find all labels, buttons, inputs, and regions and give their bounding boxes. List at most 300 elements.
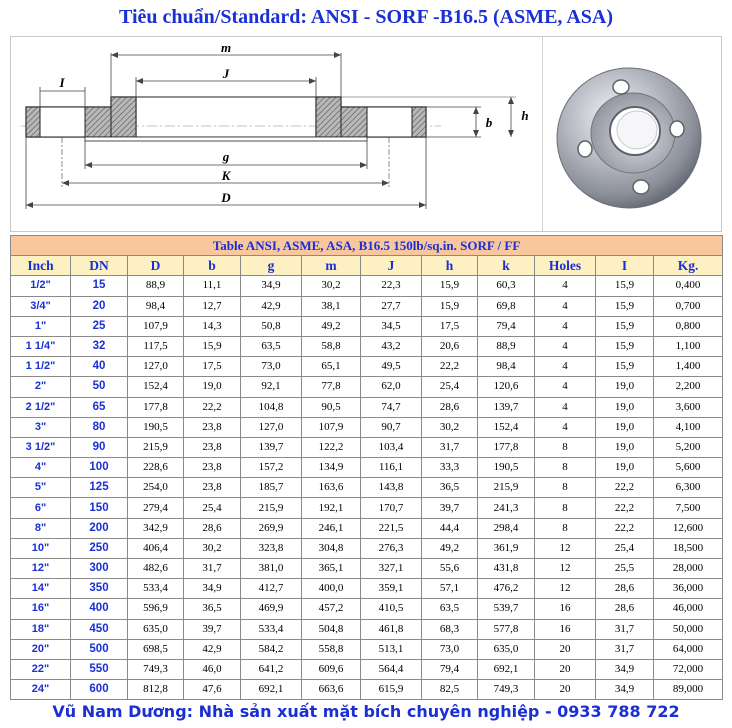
cell-dn: 300 bbox=[71, 559, 128, 579]
table-cell: 641,2 bbox=[241, 659, 302, 679]
table-cell: 31,7 bbox=[184, 559, 241, 579]
table-cell: 17,5 bbox=[184, 357, 241, 377]
table-cell: 34,9 bbox=[241, 276, 302, 296]
table-cell: 117,5 bbox=[128, 336, 184, 356]
table-cell: 298,4 bbox=[478, 518, 535, 538]
table-cell: 4 bbox=[535, 316, 596, 336]
table-cell: 276,3 bbox=[361, 538, 422, 558]
table-row bbox=[11, 336, 723, 356]
cell-inch: 3 1/2" bbox=[11, 437, 71, 457]
table-row bbox=[11, 538, 723, 558]
column-header: h bbox=[422, 256, 478, 276]
table-row bbox=[11, 680, 723, 700]
table-row bbox=[11, 276, 723, 296]
table-cell: 16 bbox=[535, 599, 596, 619]
table-cell: 457,2 bbox=[302, 599, 361, 619]
table-cell: 190,5 bbox=[128, 417, 184, 437]
table-caption: Table ANSI, ASME, ASA, B16.5 150lb/sq.in. SORF / FF bbox=[11, 236, 723, 256]
cell-dn: 90 bbox=[71, 437, 128, 457]
table-cell: 749,3 bbox=[478, 680, 535, 700]
cell-inch: 4" bbox=[11, 458, 71, 478]
table-cell: 107,9 bbox=[302, 417, 361, 437]
table-cell: 73,0 bbox=[241, 357, 302, 377]
table-cell: 635,0 bbox=[128, 619, 184, 639]
table-cell: 12 bbox=[535, 538, 596, 558]
table-cell: 60,3 bbox=[478, 276, 535, 296]
table-cell: 359,1 bbox=[361, 579, 422, 599]
table-cell: 43,2 bbox=[361, 336, 422, 356]
table-cell: 103,4 bbox=[361, 437, 422, 457]
label-b: b bbox=[485, 115, 493, 130]
cell-inch: 1" bbox=[11, 316, 71, 336]
dim-I bbox=[40, 75, 85, 107]
flange-body-left bbox=[26, 97, 136, 137]
cell-dn: 125 bbox=[71, 478, 128, 498]
table-cell: 30,2 bbox=[184, 538, 241, 558]
table-cell: 533,4 bbox=[241, 619, 302, 639]
table-cell: 22,2 bbox=[596, 498, 654, 518]
table-cell: 12 bbox=[535, 559, 596, 579]
column-header: Holes bbox=[535, 256, 596, 276]
table-cell: 361,9 bbox=[478, 538, 535, 558]
table-row bbox=[11, 599, 723, 619]
table-cell: 28,6 bbox=[596, 599, 654, 619]
table-cell: 46,000 bbox=[654, 599, 723, 619]
table-cell: 692,1 bbox=[478, 659, 535, 679]
table-cell: 19,0 bbox=[596, 377, 654, 397]
figure-panel bbox=[10, 36, 722, 232]
table-cell: 74,7 bbox=[361, 397, 422, 417]
table-cell: 163,6 bbox=[302, 478, 361, 498]
table-cell: 42,9 bbox=[241, 296, 302, 316]
table-cell: 134,9 bbox=[302, 458, 361, 478]
table-cell: 4 bbox=[535, 417, 596, 437]
table-cell: 33,3 bbox=[422, 458, 478, 478]
table-cell: 39,7 bbox=[184, 619, 241, 639]
dim-g bbox=[85, 141, 367, 169]
table-cell: 279,4 bbox=[128, 498, 184, 518]
table-cell: 8 bbox=[535, 437, 596, 457]
table-cell: 73,0 bbox=[422, 639, 478, 659]
table-cell: 82,5 bbox=[422, 680, 478, 700]
table-cell: 77,8 bbox=[302, 377, 361, 397]
table-cell: 476,2 bbox=[478, 579, 535, 599]
table-cell: 23,8 bbox=[184, 478, 241, 498]
table-cell: 513,1 bbox=[361, 639, 422, 659]
table-cell: 4 bbox=[535, 296, 596, 316]
table-cell: 170,7 bbox=[361, 498, 422, 518]
label-m: m bbox=[220, 40, 232, 55]
column-header: Inch bbox=[11, 256, 71, 276]
table-row bbox=[11, 619, 723, 639]
table-cell: 79,4 bbox=[478, 316, 535, 336]
table-cell: 596,9 bbox=[128, 599, 184, 619]
table-cell: 16 bbox=[535, 619, 596, 639]
footer-contact: Vũ Nam Dương: Nhà sản xuất mặt bích chuyên nghiệp - 0933 788 722 bbox=[52, 702, 680, 721]
cell-inch: 18" bbox=[11, 619, 71, 639]
cell-inch: 2" bbox=[11, 377, 71, 397]
table-cell: 157,2 bbox=[241, 458, 302, 478]
cell-inch: 24" bbox=[11, 680, 71, 700]
table-cell: 8 bbox=[535, 518, 596, 538]
column-header: k bbox=[478, 256, 535, 276]
table-cell: 42,9 bbox=[184, 639, 241, 659]
table-cell: 107,9 bbox=[128, 316, 184, 336]
table-cell: 55,6 bbox=[422, 559, 478, 579]
cell-dn: 400 bbox=[71, 599, 128, 619]
table-cell: 241,3 bbox=[478, 498, 535, 518]
table-cell: 92,1 bbox=[241, 377, 302, 397]
table-cell: 3,600 bbox=[654, 397, 723, 417]
label-K: K bbox=[221, 168, 231, 183]
cell-inch: 5" bbox=[11, 478, 71, 498]
cell-inch: 8" bbox=[11, 518, 71, 538]
table-cell: 49,2 bbox=[302, 316, 361, 336]
label-I: I bbox=[59, 75, 65, 90]
table-cell: 323,8 bbox=[241, 538, 302, 558]
table-cell: 34,9 bbox=[184, 579, 241, 599]
table-cell: 17,5 bbox=[422, 316, 478, 336]
table-cell: 31,7 bbox=[422, 437, 478, 457]
table-cell: 431,8 bbox=[478, 559, 535, 579]
table-cell: 64,000 bbox=[654, 639, 723, 659]
table-cell: 0,800 bbox=[654, 316, 723, 336]
table-cell: 406,4 bbox=[128, 538, 184, 558]
table-cell: 19,0 bbox=[596, 417, 654, 437]
cell-dn: 32 bbox=[71, 336, 128, 356]
label-g: g bbox=[222, 149, 230, 164]
table-cell: 15,9 bbox=[422, 296, 478, 316]
table-cell: 22,2 bbox=[596, 518, 654, 538]
table-cell: 304,8 bbox=[302, 538, 361, 558]
table-cell: 19,0 bbox=[596, 437, 654, 457]
cell-dn: 100 bbox=[71, 458, 128, 478]
table-cell: 246,1 bbox=[302, 518, 361, 538]
table-cell: 49,5 bbox=[361, 357, 422, 377]
table-cell: 68,3 bbox=[422, 619, 478, 639]
table-cell: 22,3 bbox=[361, 276, 422, 296]
table-cell: 34,5 bbox=[361, 316, 422, 336]
table-cell: 30,2 bbox=[302, 276, 361, 296]
cell-inch: 10" bbox=[11, 538, 71, 558]
cell-dn: 40 bbox=[71, 357, 128, 377]
table-row bbox=[11, 559, 723, 579]
table-cell: 4 bbox=[535, 357, 596, 377]
table-cell: 36,5 bbox=[184, 599, 241, 619]
table-cell: 28,6 bbox=[184, 518, 241, 538]
table-cell: 482,6 bbox=[128, 559, 184, 579]
table-cell: 90,7 bbox=[361, 417, 422, 437]
table-cell: 5,600 bbox=[654, 458, 723, 478]
table-cell: 410,5 bbox=[361, 599, 422, 619]
column-header: D bbox=[128, 256, 184, 276]
table-cell: 663,6 bbox=[302, 680, 361, 700]
table-cell: 221,5 bbox=[361, 518, 422, 538]
table-cell: 4 bbox=[535, 397, 596, 417]
table-cell: 20,6 bbox=[422, 336, 478, 356]
table-cell: 558,8 bbox=[302, 639, 361, 659]
table-cell: 15,9 bbox=[596, 276, 654, 296]
cell-dn: 150 bbox=[71, 498, 128, 518]
table-row bbox=[11, 417, 723, 437]
table-cell: 46,0 bbox=[184, 659, 241, 679]
table-cell: 34,9 bbox=[596, 680, 654, 700]
table-row bbox=[11, 296, 723, 316]
table-cell: 749,3 bbox=[128, 659, 184, 679]
cell-dn: 350 bbox=[71, 579, 128, 599]
cell-dn: 500 bbox=[71, 639, 128, 659]
table-cell: 28,000 bbox=[654, 559, 723, 579]
table-cell: 215,9 bbox=[241, 498, 302, 518]
table-cell: 342,9 bbox=[128, 518, 184, 538]
flange-dimension-table bbox=[10, 235, 723, 700]
table-cell: 31,7 bbox=[596, 619, 654, 639]
table-cell: 98,4 bbox=[128, 296, 184, 316]
column-header: DN bbox=[71, 256, 128, 276]
table-cell: 57,1 bbox=[422, 579, 478, 599]
table-cell: 25,4 bbox=[422, 377, 478, 397]
table-cell: 15,9 bbox=[596, 357, 654, 377]
table-cell: 4 bbox=[535, 377, 596, 397]
table-cell: 177,8 bbox=[128, 397, 184, 417]
table-cell: 400,0 bbox=[302, 579, 361, 599]
table-cell: 22,2 bbox=[184, 397, 241, 417]
table-cell: 228,6 bbox=[128, 458, 184, 478]
table-cell: 15,9 bbox=[596, 296, 654, 316]
table-row bbox=[11, 518, 723, 538]
table-cell: 2,200 bbox=[654, 377, 723, 397]
table-row bbox=[11, 316, 723, 336]
cell-inch: 3/4" bbox=[11, 296, 71, 316]
table-cell: 692,1 bbox=[241, 680, 302, 700]
table-cell: 192,1 bbox=[302, 498, 361, 518]
table-cell: 28,6 bbox=[596, 579, 654, 599]
table-cell: 25,4 bbox=[596, 538, 654, 558]
table-cell: 1,100 bbox=[654, 336, 723, 356]
table-cell: 1,400 bbox=[654, 357, 723, 377]
table-cell: 31,7 bbox=[596, 639, 654, 659]
table-cell: 25,4 bbox=[184, 498, 241, 518]
table-cell: 127,0 bbox=[128, 357, 184, 377]
cell-dn: 200 bbox=[71, 518, 128, 538]
table-cell: 63,5 bbox=[422, 599, 478, 619]
table-cell: 461,8 bbox=[361, 619, 422, 639]
table-cell: 28,6 bbox=[422, 397, 478, 417]
column-header: b bbox=[184, 256, 241, 276]
table-cell: 122,2 bbox=[302, 437, 361, 457]
cell-inch: 6" bbox=[11, 498, 71, 518]
table-row bbox=[11, 437, 723, 457]
table-cell: 65,1 bbox=[302, 357, 361, 377]
table-cell: 143,8 bbox=[361, 478, 422, 498]
cell-inch: 3" bbox=[11, 417, 71, 437]
table-cell: 15,9 bbox=[596, 336, 654, 356]
table-cell: 19,0 bbox=[596, 458, 654, 478]
cell-dn: 80 bbox=[71, 417, 128, 437]
table-cell: 90,5 bbox=[302, 397, 361, 417]
table-cell: 20 bbox=[535, 680, 596, 700]
table-cell: 15,9 bbox=[184, 336, 241, 356]
table-cell: 469,9 bbox=[241, 599, 302, 619]
table-cell: 327,1 bbox=[361, 559, 422, 579]
table-cell: 269,9 bbox=[241, 518, 302, 538]
table-cell: 698,5 bbox=[128, 639, 184, 659]
table-cell: 5,200 bbox=[654, 437, 723, 457]
table-cell: 44,4 bbox=[422, 518, 478, 538]
table-cell: 62,0 bbox=[361, 377, 422, 397]
table-cell: 39,7 bbox=[422, 498, 478, 518]
flange-photo bbox=[543, 37, 721, 231]
cell-dn: 550 bbox=[71, 659, 128, 679]
table-row bbox=[11, 478, 723, 498]
table-cell: 18,500 bbox=[654, 538, 723, 558]
table-cell: 50,8 bbox=[241, 316, 302, 336]
cell-inch: 16" bbox=[11, 599, 71, 619]
table-cell: 152,4 bbox=[478, 417, 535, 437]
table-cell: 8 bbox=[535, 498, 596, 518]
table-cell: 381,0 bbox=[241, 559, 302, 579]
table-cell: 58,8 bbox=[302, 336, 361, 356]
table-cell: 152,4 bbox=[128, 377, 184, 397]
table-row bbox=[11, 458, 723, 478]
cell-inch: 14" bbox=[11, 579, 71, 599]
table-cell: 36,5 bbox=[422, 478, 478, 498]
table-cell: 504,8 bbox=[302, 619, 361, 639]
table-cell: 11,1 bbox=[184, 276, 241, 296]
table-cell: 20 bbox=[535, 659, 596, 679]
table-cell: 23,8 bbox=[184, 417, 241, 437]
table-cell: 812,8 bbox=[128, 680, 184, 700]
table-cell: 79,4 bbox=[422, 659, 478, 679]
table-cell: 185,7 bbox=[241, 478, 302, 498]
column-header: Kg. bbox=[654, 256, 723, 276]
table-cell: 88,9 bbox=[128, 276, 184, 296]
cell-dn: 25 bbox=[71, 316, 128, 336]
table-row bbox=[11, 639, 723, 659]
table-cell: 4,100 bbox=[654, 417, 723, 437]
label-D: D bbox=[221, 190, 231, 205]
flange-cross-section-drawing bbox=[11, 37, 541, 231]
table-body bbox=[11, 276, 723, 700]
table-cell: 22,2 bbox=[596, 478, 654, 498]
table-cell: 30,2 bbox=[422, 417, 478, 437]
table-cell: 88,9 bbox=[478, 336, 535, 356]
table-cell: 19,0 bbox=[184, 377, 241, 397]
flange-body-right bbox=[316, 97, 426, 137]
cell-dn: 20 bbox=[71, 296, 128, 316]
table-cell: 22,2 bbox=[422, 357, 478, 377]
cell-inch: 20" bbox=[11, 639, 71, 659]
table-cell: 50,000 bbox=[654, 619, 723, 639]
table-cell: 539,7 bbox=[478, 599, 535, 619]
table-row bbox=[11, 659, 723, 679]
table-cell: 23,8 bbox=[184, 458, 241, 478]
table-cell: 104,8 bbox=[241, 397, 302, 417]
cell-dn: 15 bbox=[71, 276, 128, 296]
cell-dn: 250 bbox=[71, 538, 128, 558]
table-cell: 14,3 bbox=[184, 316, 241, 336]
table-cell: 98,4 bbox=[478, 357, 535, 377]
table-cell: 116,1 bbox=[361, 458, 422, 478]
table-cell: 12 bbox=[535, 579, 596, 599]
table-cell: 215,9 bbox=[128, 437, 184, 457]
table-row bbox=[11, 377, 723, 397]
table-cell: 615,9 bbox=[361, 680, 422, 700]
page-title: Tiêu chuẩn/Standard: ANSI - SORF -B16.5 (ASME, ASA) bbox=[119, 6, 613, 28]
table-cell: 15,9 bbox=[422, 276, 478, 296]
table-cell: 177,8 bbox=[478, 437, 535, 457]
table-row bbox=[11, 397, 723, 417]
table-cell: 34,9 bbox=[596, 659, 654, 679]
table-cell: 584,2 bbox=[241, 639, 302, 659]
table-cell: 15,9 bbox=[596, 316, 654, 336]
table-cell: 139,7 bbox=[241, 437, 302, 457]
cell-inch: 1 1/4" bbox=[11, 336, 71, 356]
table-cell: 0,400 bbox=[654, 276, 723, 296]
label-h: h bbox=[521, 108, 529, 123]
table-cell: 120,6 bbox=[478, 377, 535, 397]
table-cell: 20 bbox=[535, 639, 596, 659]
cell-dn: 50 bbox=[71, 377, 128, 397]
dim-J bbox=[136, 66, 316, 97]
table-cell: 4 bbox=[535, 276, 596, 296]
table-cell: 25,5 bbox=[596, 559, 654, 579]
table-cell: 23,8 bbox=[184, 437, 241, 457]
table-cell: 12,7 bbox=[184, 296, 241, 316]
column-header: J bbox=[361, 256, 422, 276]
table-row bbox=[11, 498, 723, 518]
table-cell: 8 bbox=[535, 458, 596, 478]
table-cell: 36,000 bbox=[654, 579, 723, 599]
table-cell: 635,0 bbox=[478, 639, 535, 659]
table-cell: 609,6 bbox=[302, 659, 361, 679]
cell-inch: 2 1/2" bbox=[11, 397, 71, 417]
table-row bbox=[11, 579, 723, 599]
table-cell: 27,7 bbox=[361, 296, 422, 316]
table-cell: 0,700 bbox=[654, 296, 723, 316]
table-cell: 7,500 bbox=[654, 498, 723, 518]
table-cell: 190,5 bbox=[478, 458, 535, 478]
cell-inch: 12" bbox=[11, 559, 71, 579]
table-cell: 139,7 bbox=[478, 397, 535, 417]
table-cell: 19,0 bbox=[596, 397, 654, 417]
cell-inch: 1 1/2" bbox=[11, 357, 71, 377]
label-J: J bbox=[222, 66, 230, 81]
cell-dn: 450 bbox=[71, 619, 128, 639]
table-cell: 89,000 bbox=[654, 680, 723, 700]
cell-inch: 22" bbox=[11, 659, 71, 679]
table-cell: 72,000 bbox=[654, 659, 723, 679]
cell-dn: 65 bbox=[71, 397, 128, 417]
table-cell: 533,4 bbox=[128, 579, 184, 599]
table-cell: 127,0 bbox=[241, 417, 302, 437]
table-cell: 38,1 bbox=[302, 296, 361, 316]
column-header: g bbox=[241, 256, 302, 276]
cell-dn: 600 bbox=[71, 680, 128, 700]
column-header: m bbox=[302, 256, 361, 276]
table-cell: 47,6 bbox=[184, 680, 241, 700]
table-cell: 69,8 bbox=[478, 296, 535, 316]
table-cell: 8 bbox=[535, 478, 596, 498]
table-cell: 12,600 bbox=[654, 518, 723, 538]
column-header: I bbox=[596, 256, 654, 276]
table-cell: 365,1 bbox=[302, 559, 361, 579]
table-row bbox=[11, 357, 723, 377]
table-cell: 577,8 bbox=[478, 619, 535, 639]
table-cell: 412,7 bbox=[241, 579, 302, 599]
table-cell: 564,4 bbox=[361, 659, 422, 679]
cell-inch: 1/2" bbox=[11, 276, 71, 296]
